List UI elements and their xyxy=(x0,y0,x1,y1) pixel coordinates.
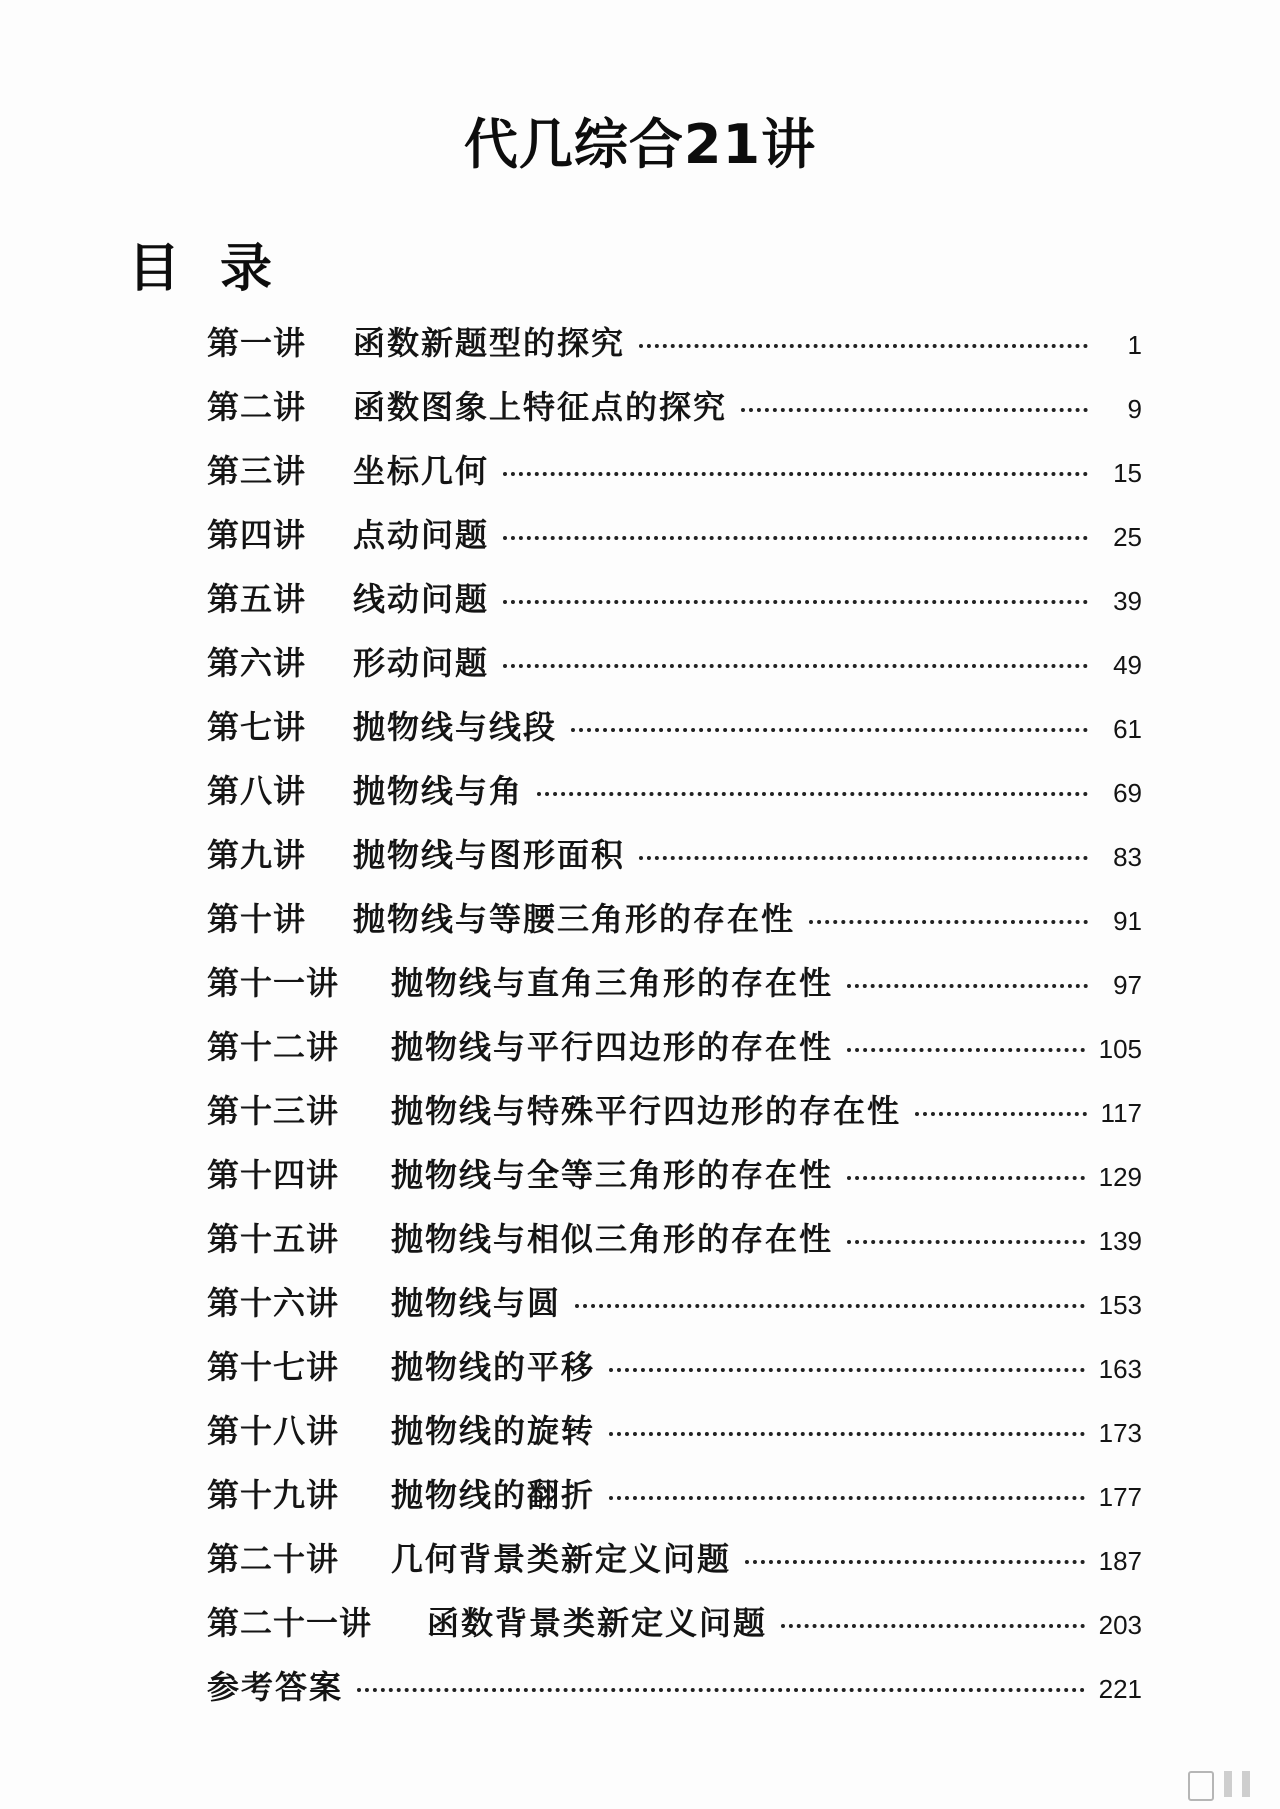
entry-number: 第七讲 xyxy=(207,708,307,746)
toc-entry[interactable] xyxy=(207,894,1142,958)
dot-leader xyxy=(357,1688,1085,1692)
entry-page-number: 83 xyxy=(1113,842,1142,872)
entry-title: 抛物线与线段 xyxy=(353,708,558,746)
entry-page-number: 61 xyxy=(1113,714,1142,744)
toc-entry[interactable] xyxy=(207,830,1142,894)
entry-number: 第十讲 xyxy=(207,900,307,938)
toc-entry[interactable] xyxy=(207,318,1142,382)
entry-page-number: 173 xyxy=(1098,1418,1142,1448)
entry-title: 抛物线的平移 xyxy=(391,1348,596,1386)
entry-number: 第十五讲 xyxy=(207,1220,340,1258)
entry-title: 坐标几何 xyxy=(353,452,490,490)
dot-leader xyxy=(503,600,1088,604)
entry-number: 第二讲 xyxy=(207,388,307,426)
dot-leader xyxy=(575,1304,1085,1308)
table-of-contents xyxy=(207,318,1142,1726)
dot-leader xyxy=(847,1240,1085,1244)
entry-page-number: 69 xyxy=(1113,778,1142,808)
entry-title: 线动问题 xyxy=(353,580,490,618)
watermark-block-icon xyxy=(1188,1771,1214,1801)
entry-number: 第十七讲 xyxy=(207,1348,340,1386)
dot-leader xyxy=(503,472,1088,476)
dot-leader xyxy=(537,792,1088,796)
dot-leader xyxy=(847,1048,1085,1052)
entry-page-number: 1 xyxy=(1127,330,1142,360)
toc-entry[interactable] xyxy=(207,1342,1142,1406)
corner-watermark xyxy=(1188,1771,1250,1801)
toc-entry[interactable] xyxy=(207,1278,1142,1342)
toc-entry[interactable] xyxy=(207,1150,1142,1214)
dot-leader xyxy=(503,536,1088,540)
entry-number: 第十二讲 xyxy=(207,1028,340,1066)
toc-entry[interactable] xyxy=(207,1022,1142,1086)
dot-leader xyxy=(503,664,1088,668)
toc-entry[interactable] xyxy=(207,382,1142,446)
entry-page-number: 49 xyxy=(1113,650,1142,680)
entry-title: 抛物线与特殊平行四边形的存在性 xyxy=(391,1092,902,1130)
entry-page-number: 221 xyxy=(1098,1674,1142,1704)
entry-title: 形动问题 xyxy=(353,644,490,682)
entry-page-number: 39 xyxy=(1113,586,1142,616)
entry-page-number: 153 xyxy=(1098,1290,1142,1320)
entry-page-number: 97 xyxy=(1113,970,1142,1000)
dot-leader xyxy=(609,1432,1085,1436)
entry-number: 第十八讲 xyxy=(207,1412,340,1450)
dot-leader xyxy=(639,856,1088,860)
toc-entry[interactable] xyxy=(207,1214,1142,1278)
entry-page-number: 9 xyxy=(1127,394,1142,424)
entry-number: 第一讲 xyxy=(207,324,307,362)
watermark-bar-icon xyxy=(1242,1771,1250,1797)
entry-page-number: 129 xyxy=(1098,1162,1142,1192)
dot-leader xyxy=(639,344,1088,348)
toc-entry[interactable] xyxy=(207,510,1142,574)
entry-number: 第四讲 xyxy=(207,516,307,554)
toc-entry[interactable] xyxy=(207,638,1142,702)
entry-title: 抛物线与图形面积 xyxy=(353,836,626,874)
entry-title: 函数背景类新定义问题 xyxy=(427,1604,768,1642)
entry-title: 抛物线的翻折 xyxy=(391,1476,596,1514)
entry-title: 抛物线与直角三角形的存在性 xyxy=(391,964,834,1002)
entry-number: 第二十讲 xyxy=(207,1540,340,1578)
entry-title: 抛物线与圆 xyxy=(391,1284,562,1322)
watermark-bar-icon xyxy=(1224,1771,1232,1797)
entry-number: 第十六讲 xyxy=(207,1284,340,1322)
entry-number: 第六讲 xyxy=(207,644,307,682)
entry-number: 第九讲 xyxy=(207,836,307,874)
entry-page-number: 117 xyxy=(1100,1098,1142,1128)
entry-number: 第十一讲 xyxy=(207,964,340,1002)
toc-entry[interactable] xyxy=(207,1470,1142,1534)
toc-entry[interactable] xyxy=(207,446,1142,510)
entry-page-number: 163 xyxy=(1098,1354,1142,1384)
entry-title: 几何背景类新定义问题 xyxy=(391,1540,732,1578)
toc-entry-answers[interactable] xyxy=(207,1662,1142,1726)
entry-number: 第八讲 xyxy=(207,772,307,810)
entry-page-number: 203 xyxy=(1098,1610,1142,1640)
dot-leader xyxy=(809,920,1088,924)
entry-title: 抛物线与平行四边形的存在性 xyxy=(391,1028,834,1066)
entry-page-number: 25 xyxy=(1113,522,1142,552)
entry-page-number: 105 xyxy=(1098,1034,1142,1064)
entry-page-number: 187 xyxy=(1098,1546,1142,1576)
entry-page-number: 177 xyxy=(1098,1482,1142,1512)
toc-entry[interactable] xyxy=(207,702,1142,766)
dot-leader xyxy=(847,1176,1085,1180)
toc-entry[interactable] xyxy=(207,766,1142,830)
entry-title: 函数新题型的探究 xyxy=(353,324,626,362)
toc-entry[interactable] xyxy=(207,1406,1142,1470)
dot-leader xyxy=(571,728,1088,732)
entry-number: 第十九讲 xyxy=(207,1476,340,1514)
dot-leader xyxy=(781,1624,1085,1628)
dot-leader xyxy=(915,1112,1087,1116)
entry-page-number: 91 xyxy=(1113,906,1142,936)
entry-page-number: 15 xyxy=(1113,458,1142,488)
entry-page-number: 139 xyxy=(1098,1226,1142,1256)
toc-entry[interactable] xyxy=(207,1598,1142,1662)
entry-title: 参考答案 xyxy=(207,1668,344,1706)
entry-title: 抛物线与等腰三角形的存在性 xyxy=(353,900,796,938)
entry-title: 抛物线的旋转 xyxy=(391,1412,596,1450)
dot-leader xyxy=(609,1496,1085,1500)
entry-number: 第五讲 xyxy=(207,580,307,618)
toc-entry[interactable] xyxy=(207,958,1142,1022)
entry-number: 第十四讲 xyxy=(207,1156,340,1194)
entry-number: 第三讲 xyxy=(207,452,307,490)
toc-entry[interactable] xyxy=(207,574,1142,638)
toc-heading: 目录 xyxy=(128,239,313,299)
toc-entry[interactable] xyxy=(207,1086,1142,1150)
entry-title: 抛物线与相似三角形的存在性 xyxy=(391,1220,834,1258)
entry-title: 抛物线与角 xyxy=(353,772,524,810)
entry-number: 第二十一讲 xyxy=(207,1604,373,1642)
toc-entry[interactable] xyxy=(207,1534,1142,1598)
entry-title: 抛物线与全等三角形的存在性 xyxy=(391,1156,834,1194)
dot-leader xyxy=(741,408,1088,412)
entry-title: 点动问题 xyxy=(353,516,490,554)
dot-leader xyxy=(745,1560,1085,1564)
entry-title: 函数图象上特征点的探究 xyxy=(353,388,728,426)
entry-number: 第十三讲 xyxy=(207,1092,340,1130)
book-title: 代几综合21讲 xyxy=(463,113,817,177)
dot-leader xyxy=(847,984,1088,988)
dot-leader xyxy=(609,1368,1085,1372)
